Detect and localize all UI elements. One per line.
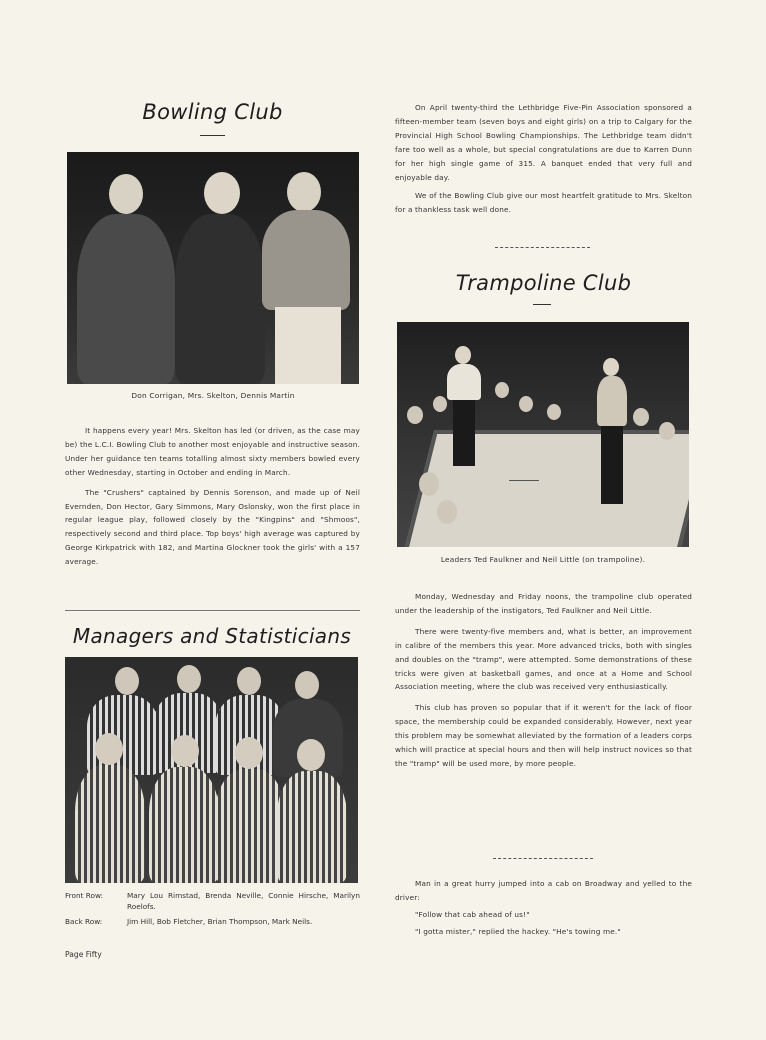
person-head [407, 406, 423, 424]
person-head [95, 733, 123, 765]
trampoline-paragraph: This club has proven so popular that if it weren't for the lack of floor space, the membership could be expanded considerably. However, next year this problem may be somewhat alleviated by the formation of a leaders corps which will practice at special hours and then will help instruct novices so that the "tramp" will be used more, by more people. [395, 703, 692, 768]
joke-line: "I gotta mister," replied the hackey. "He's towing me." [415, 926, 621, 936]
bowling-paragraph: It happens every year! Mrs. Skelton has led (or driven, as the case may be) the L.C.I. Bowling Club to another most enjoyable and instructive season. Under her guidance ten teams totalling almost sixty members bowled every other Wednesday, starting in October and ending in March. [65, 426, 360, 477]
person-head [437, 500, 457, 524]
person-head [235, 737, 263, 769]
managers-photo [65, 657, 358, 883]
managers-credits [65, 890, 360, 927]
trampoline-photo-caption: Leaders Ted Faulkner and Neil Little (on trampoline). [440, 555, 646, 564]
front-row-label: Front Row: [65, 891, 104, 900]
person-figure [77, 214, 175, 384]
person-head [237, 667, 261, 695]
joke-line: Man in a great hurry jumped into a cab on Broadway and yelled to the driver: [395, 879, 692, 902]
person-figure [447, 364, 481, 400]
back-row-list: Jim Hill, Bob Fletcher, Brian Thompson, Mark Neils. [127, 917, 313, 926]
trampoline-bed [404, 430, 689, 547]
section-divider [65, 610, 360, 611]
joke-line: "Follow that cab ahead of us!" [415, 909, 530, 919]
person-head [433, 396, 447, 412]
person-head [109, 174, 143, 214]
person-head [603, 358, 619, 376]
bowling-continued [395, 101, 692, 217]
person-figure [215, 769, 285, 883]
title-underline [533, 304, 551, 305]
section-divider [495, 247, 590, 248]
person-head [519, 396, 533, 412]
trampoline-paragraph: There were twenty-five members and, what is better, an improvement in calibre of the members this year. More advanced tricks, both with singles and doubles on the "tramp", were attempted. Some demonstrations of these tricks were given at basketball games, and once at a Home and School Association meeting, where the club was received very enthusiastically. [395, 626, 692, 692]
person-figure [597, 376, 627, 426]
bowling-paragraph: We of the Bowling Club give our most heartfelt gratitude to Mrs. Skelton for a thankless task well done. [395, 191, 692, 215]
person-figure [262, 210, 350, 310]
trampoline-cross-mark [509, 480, 539, 481]
trampoline-text [395, 590, 692, 771]
person-figure [87, 695, 159, 775]
person-head [295, 671, 319, 699]
bowling-photo-caption: Don Corrigan, Mrs. Skelton, Dennis Martin [131, 391, 295, 400]
trousers [275, 307, 341, 384]
trousers [601, 426, 623, 504]
page-number: Page Fifty [65, 950, 102, 959]
person-figure [75, 765, 145, 883]
front-row-list: Mary Lou Rimstad, Brenda Neville, Connie Hirsche, Marilyn Roelofs. [127, 891, 360, 911]
person-figure [277, 771, 347, 883]
section-divider [493, 858, 593, 859]
title-underline [200, 135, 225, 136]
person-head [455, 346, 471, 364]
person-head [177, 665, 201, 693]
trampoline-club-title: Trampoline Club [455, 271, 632, 295]
person-head [659, 422, 675, 440]
person-head [171, 735, 199, 767]
person-figure [149, 767, 219, 883]
person-head [204, 172, 240, 214]
person-head [297, 739, 325, 771]
back-row-label: Back Row: [65, 917, 103, 926]
person-head [633, 408, 649, 426]
bowling-text [65, 424, 360, 569]
managers-title: Managers and Statisticians [72, 624, 352, 648]
bowling-club-photo [67, 152, 359, 384]
person-head [115, 667, 139, 695]
person-head [495, 382, 509, 398]
bowling-paragraph: The "Crushers" captained by Dennis Sorenson, and made up of Neil Evernden, Don Hector, Gary Simmons, Mary Oslonsky, won the first place in regular league play, followed closely by the "Kingpins" and "Shmoos", respectively second and third place. Top boys' high average was captured by George Kirkpatrick with 182, and Martina Glockner took the girls' with a 157 average. [65, 487, 360, 567]
joke-text [395, 877, 692, 939]
bowling-club-title: Bowling Club [142, 100, 283, 124]
trousers [453, 400, 475, 466]
back-row-names [65, 916, 360, 927]
person-head [419, 472, 439, 496]
person-figure [175, 214, 265, 384]
bowling-paragraph: On April twenty-third the Lethbridge Five-Pin Association sponsored a fifteen-member team (seven boys and eight girls) on a trip to Calgary for the Provincial High School Bowling Championships. The Lethbridge team didn't fare too well as a whole, but special congratulations are due to Karren Dunn for her high single game of 315. A banquet ended that very full and enjoyable day. [395, 103, 692, 182]
front-row-names [65, 890, 360, 912]
trampoline-paragraph: Monday, Wednesday and Friday noons, the trampoline club operated under the leadership of the instigators, Ted Faulkner and Neil Little. [395, 592, 692, 615]
trampoline-club-photo [397, 322, 689, 547]
person-head [547, 404, 561, 420]
person-head [287, 172, 321, 212]
